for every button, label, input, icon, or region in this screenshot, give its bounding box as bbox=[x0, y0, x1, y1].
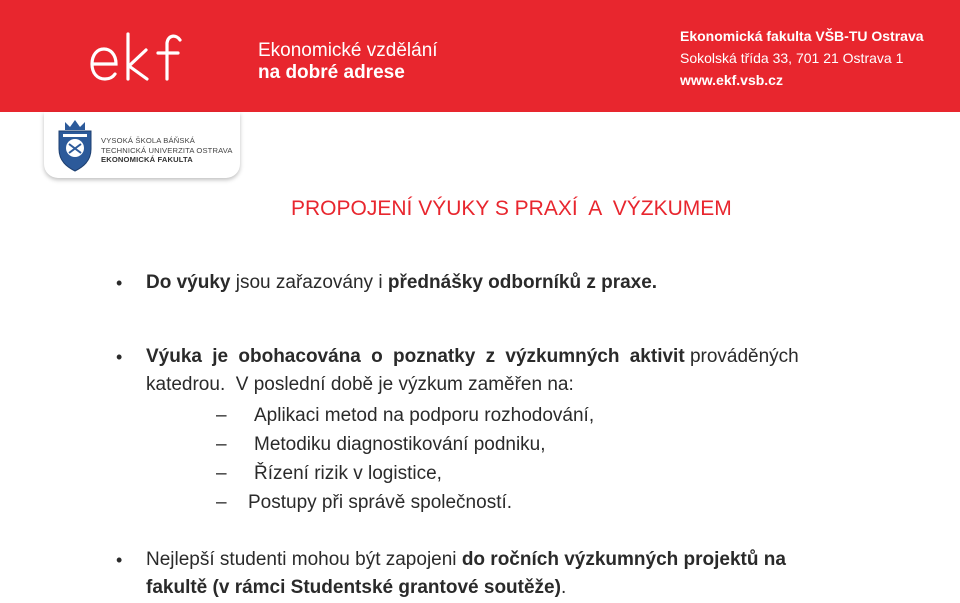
bullet-3-bold-2: fakultě (v rámci Studentské grantové soutěže) bbox=[146, 577, 561, 598]
slogan-line-1: Ekonomické vzdělání bbox=[258, 40, 438, 61]
faculty-name: Ekonomická fakulta VŠB-TU Ostrava bbox=[680, 28, 924, 44]
bullet-icon: • bbox=[116, 347, 123, 367]
slide-title: PROPOJENÍ VÝUKY S PRAXÍ A VÝZKUMEM bbox=[291, 197, 732, 220]
dash-icon: – bbox=[216, 405, 227, 426]
slogan-line-2: na dobré adrese bbox=[258, 62, 405, 83]
bullet-icon: • bbox=[116, 273, 123, 293]
list-item bbox=[216, 430, 546, 460]
bullet-1-bold-end: přednášky odborníků z praxe. bbox=[387, 272, 658, 293]
dash-icon: – bbox=[216, 463, 227, 484]
list-item bbox=[216, 401, 595, 431]
header-banner bbox=[0, 0, 960, 112]
dash-icon: – bbox=[216, 434, 227, 455]
university-logo-box bbox=[44, 112, 240, 178]
dash-icon: – bbox=[216, 492, 227, 513]
bullet-icon: • bbox=[116, 550, 123, 570]
list-item-text: Postupy při správě společností. bbox=[248, 492, 513, 513]
list-item bbox=[216, 459, 442, 489]
bullet-3-line-2 bbox=[146, 573, 566, 603]
faculty-website: www.ekf.vsb.cz bbox=[680, 72, 783, 88]
list-item bbox=[216, 488, 513, 518]
contact-info bbox=[680, 25, 924, 91]
university-line-1: VYSOKÁ ŠKOLA BÁŇSKÁ bbox=[101, 136, 196, 145]
list-item-text: Aplikaci metod na podporu rozhodování, bbox=[254, 405, 595, 426]
bullet-1-text: jsou zařazovány i bbox=[230, 272, 388, 293]
university-name bbox=[101, 136, 233, 165]
bullet-3-text: Nejlepší studenti mohou být zapojeni bbox=[146, 549, 462, 570]
bullet-2-bold: Výuka je obohacována o poznatky z výzkumných aktivit bbox=[146, 346, 685, 367]
university-line-2: TECHNICKÁ UNIVERZITA OSTRAVA bbox=[101, 145, 233, 155]
faculty-address: Sokolská třída 33, 701 21 Ostrava 1 bbox=[680, 50, 904, 66]
bullet-2 bbox=[116, 342, 799, 372]
bullet-2-text: prováděných bbox=[684, 346, 799, 367]
bullet-3-period: . bbox=[560, 577, 567, 598]
university-line-3: EKONOMICKÁ FAKULTA bbox=[101, 155, 193, 164]
bullet-3-bold: do ročních výzkumných projektů na bbox=[461, 549, 786, 570]
bullet-3 bbox=[116, 545, 786, 575]
slogan bbox=[258, 40, 438, 84]
list-item-text: Metodiku diagnostikování podniku, bbox=[254, 434, 546, 455]
bullet-1 bbox=[116, 268, 658, 298]
university-crest-icon bbox=[54, 117, 96, 173]
bullet-2-line-2: katedrou. V poslední době je výzkum zaměřen na: bbox=[146, 374, 574, 395]
bullet-1-bold-start: Do výuky bbox=[146, 272, 231, 293]
list-item-text: Řízení rizik v logistice, bbox=[254, 463, 442, 484]
ekf-logo bbox=[88, 30, 188, 90]
